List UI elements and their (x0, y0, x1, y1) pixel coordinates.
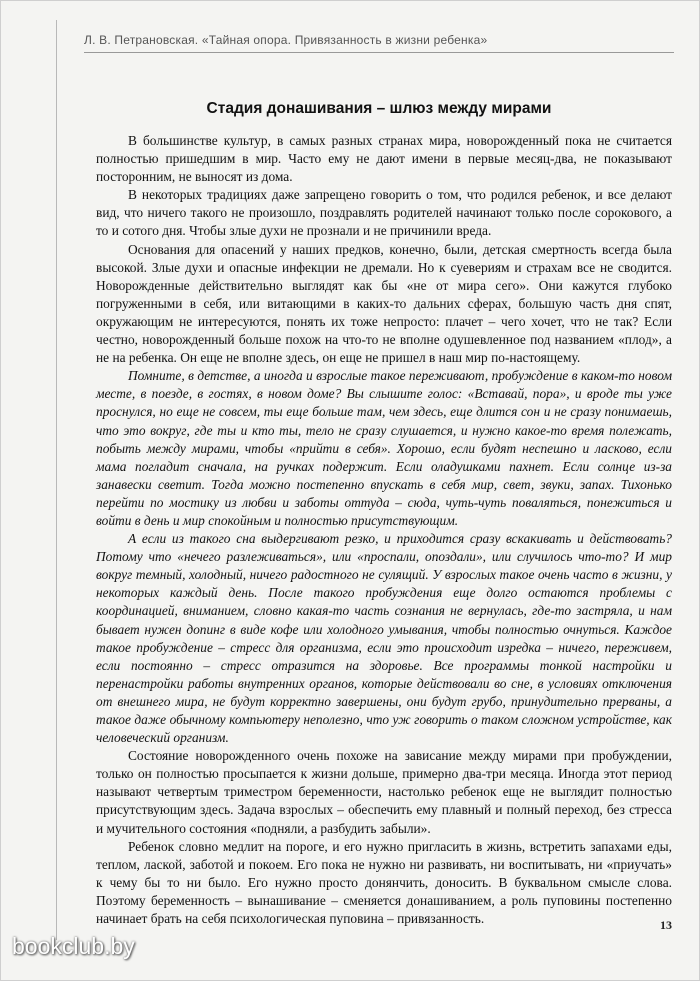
watermark: bookclub.by (12, 933, 135, 959)
page-edge-rule (56, 20, 57, 940)
italic-paragraph: Помните, в детстве, а иногда и взрослые такое переживают, пробуждение в каком-то новом месте, в поезде, в гостях, в новом доме? Вы слышите голос: «Вставай, пора», и вроде ты уже проснулся, но еще не совсем, ты еще больше там, чем здесь, еще длится сон и не сразу понимаешь, что это вокруг, где ты и кто ты, тело не сразу слушается, и нужно какое-то время полежать, побыть между мирами, чтобы «прийти в себя». Хорошо, если будят неспешно и ласково, если мама погладит сначала, на ручках подержит. Если оладушками пахнет. Если солнце из-за занавески светит. Тогда можно постепенно впускать в себя мир, свет, звуки, запах. Тихонько перейти по мостику из любви и заботы оттуда – сюда, чуть-чуть поваляться, понежиться и войти в день и мир спокойным и полностью присутствующим. (96, 368, 672, 528)
paragraph: В большинстве культур, в самых разных странах мира, новорожденный пока не считается полностью пришедшим в мир. Часто ему не дают имени в первые месяц-два, не показывают посторонним, не выносят из дома. (96, 133, 672, 185)
page-number: 13 (660, 918, 672, 932)
running-header: Л. В. Петрановская. «Тайная опора. Привязанность в жизни ребенка» (84, 33, 488, 47)
paragraph: Состояние новорожденного очень похоже на зависание между мирами при пробуждении, только он полностью просыпается к жизни дольше, примерно два-три месяца. Иногда этот период называют четвертым триместром беременности, настолько ребенок еще не выглядит полностью присутствующим здесь. Задача взрослых – обеспечить ему плавный и полный переход, без стресса и мучительного состояния «подняли, а разбудить забыли». (96, 748, 672, 836)
italic-paragraph: А если из такого сна выдергивают резко, и приходится сразу вскакивать и действовать? Потому что «нечего разлеживаться», или «проспали, опоздали», или случилось что-то? И мир вокруг темный, холодный, ничего радостного не сулящий. У взрослых такое очень часто в жизни, у некоторых каждый день. После такого пробуждения еще долго остаются проблемы с координацией, вниманием, словно какая-то часть сознания не вернулась, где-то застряла, и нам бывает нужен допинг в виде кофе или холодного умывания, чтобы полностью очнуться. Каждое такое пробуждение – стресс для организма, если это происходит изредка – ничего, переживем, если постоянно – стресс отразится на здоровье. Все программы тонкой настройки и перенаcтройки работы внутренних органов, которые действовали во сне, в условиях отключения от внешнего мира, не будут корректно завершены, они будут грубо, принудительно прерваны, а такое даже обычному компьютеру неполезно, что уж говорить о таком сложном устройстве, как человеческий организм. (96, 531, 672, 746)
paragraph: Основания для опасений у наших предков, конечно, были, детская смертность всегда была высокой. Злые духи и опасные инфекции не дремали. Но к суевериям и страхам все не сводится. Новорожденные действительно выглядят как бы «не от мира сего». Они кажутся глубоко погруженными в себя, или витающими в каких-то дальних сферах, большую часть дня спят, окружающим не интересуются, понять их тоже непросто: плачет – чего хочет, что не так? Если честно, новорожденный больше похож на что-то не вполне одушевленное под названием «плод», а не на ребенка. Он еще не вполне здесь, он еще не пришел в наш мир по-настоящему. (96, 241, 672, 366)
paragraph: Ребенок словно медлит на пороге, и его нужно пригласить в жизнь, встретить запахами еды, теплом, лаской, заботой и покоем. Его пока не нужно ни развивать, ни воспитывать, ни «приучать» к чему бы то ни было. Его нужно просто донянчить, доносить. В буквальном смысле слова. Поэтому беременность – вынашивание – сменяется донашиванием, а роль пуповины постепенно начинает брать на себя психологическая пуповина – привязанность. (96, 838, 672, 927)
paragraph: В некоторых традициях даже запрещено говорить о том, что родился ребенок, и все делают вид, что ничего такого не произошло, поздравлять родителей начинают только после сорокового, а то и сотого дня. Чтобы злые духи не прознали и не причинили вреда. (96, 187, 672, 239)
section-title: Стадия донашивания – шлюз между мирами (206, 100, 552, 117)
body-text (96, 132, 672, 928)
header-divider (84, 52, 674, 53)
